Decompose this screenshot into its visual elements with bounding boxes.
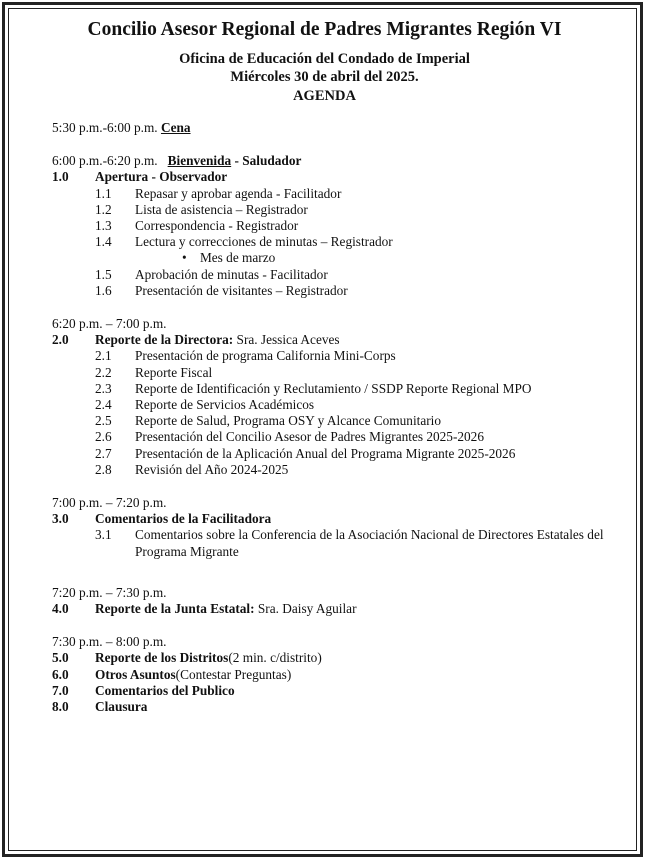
section-7-heading xyxy=(52,683,622,699)
item-text: Repasar y aprobar agenda - Facilitador xyxy=(135,185,342,201)
agenda-item xyxy=(52,381,622,397)
item-text: Presentación de la Aplicación Anual del Programa Migrante 2025-2026 xyxy=(135,445,516,461)
agenda-item xyxy=(52,186,622,202)
agenda-item xyxy=(52,267,622,283)
section-4-time: 7:20 p.m. – 7:30 p.m. xyxy=(52,584,167,600)
section-title: Reporte de la Directora: xyxy=(95,332,234,348)
section-person: Sra. Daisy Aguilar xyxy=(257,601,357,617)
section-number: 1.0 xyxy=(52,169,69,185)
agenda-item xyxy=(52,348,622,364)
section-title: Reporte de la Junta Estatal: xyxy=(95,601,255,617)
welcome-label: Bienvenida xyxy=(167,153,232,169)
section-title: Comentarios de la Facilitadora xyxy=(95,511,272,527)
document-title: Concilio Asesor Regional de Padres Migrantes Región VI xyxy=(87,19,562,40)
section-title: Apertura - Observador xyxy=(95,169,228,185)
item-number: 1.6 xyxy=(95,282,112,298)
section-number: 2.0 xyxy=(52,332,69,348)
section-title: Clausura xyxy=(95,699,148,715)
section-6-heading xyxy=(52,667,622,683)
meeting-date: Miércoles 30 de abril del 2025. xyxy=(230,69,419,85)
item-text: Reporte de Servicios Académicos xyxy=(135,397,315,413)
item-text: Reporte de Identificación y Reclutamiento / SSDP Reporte Regional MPO xyxy=(135,380,532,396)
item-number: 1.2 xyxy=(95,201,112,217)
welcome-role: - Saludador xyxy=(234,153,302,169)
item-number: 2.3 xyxy=(95,380,112,396)
section-person: Sra. Jessica Aceves xyxy=(236,332,340,348)
section-1-heading xyxy=(52,169,622,185)
agenda-item xyxy=(52,462,622,478)
agenda-item xyxy=(52,365,622,381)
dinner-line xyxy=(52,120,622,136)
agenda-item xyxy=(52,218,622,234)
section-number: 3.0 xyxy=(52,511,69,527)
bullet-item xyxy=(52,250,622,266)
item-number: 3.1 xyxy=(95,527,112,543)
item-text: Reporte Fiscal xyxy=(135,364,213,380)
section-5-heading xyxy=(52,650,622,666)
section-title: Otros Asuntos xyxy=(95,666,176,682)
agenda-item xyxy=(52,202,622,218)
item-number: 1.1 xyxy=(95,185,112,201)
section-3-time: 7:00 p.m. – 7:20 p.m. xyxy=(52,495,167,511)
agenda-item xyxy=(52,446,622,462)
agenda-item xyxy=(52,397,622,413)
section-8-heading xyxy=(52,699,622,715)
welcome-line xyxy=(52,153,622,169)
item-text: Comentarios sobre la Conferencia de la Asociación Nacional de Directores Estatales del Programa Migrante xyxy=(135,527,604,559)
agenda-body xyxy=(52,120,622,715)
bullet-icon: • xyxy=(182,250,187,266)
welcome-time: 6:00 p.m.-6:20 p.m. xyxy=(52,153,158,169)
agenda-item xyxy=(52,234,622,250)
dinner-time: 5:30 p.m.-6:00 p.m. xyxy=(52,120,158,135)
item-number: 2.5 xyxy=(95,413,112,429)
section-number: 4.0 xyxy=(52,601,69,617)
item-number: 2.8 xyxy=(95,461,112,477)
section-number: 5.0 xyxy=(52,650,69,666)
item-number: 2.1 xyxy=(95,348,112,364)
section-note: (2 min. c/distrito) xyxy=(228,650,322,666)
agenda-item xyxy=(52,283,622,299)
agenda-item xyxy=(52,429,622,445)
section-title: Reporte de los Distritos xyxy=(95,650,229,666)
item-number: 2.2 xyxy=(95,364,112,380)
item-text: Correspondencia - Registrador xyxy=(135,218,299,234)
bullet-text: Mes de marzo xyxy=(199,250,276,266)
section-2-heading xyxy=(52,332,622,348)
item-number: 2.6 xyxy=(95,429,112,445)
section-note: (Contestar Preguntas) xyxy=(175,666,292,682)
item-number: 2.4 xyxy=(95,397,112,413)
section-number: 7.0 xyxy=(52,682,69,698)
item-text: Lista de asistencia – Registrador xyxy=(135,201,308,217)
item-number: 2.7 xyxy=(95,445,112,461)
item-text: Aprobación de minutas - Facilitador xyxy=(135,266,328,282)
section-title: Comentarios del Publico xyxy=(95,682,235,698)
item-text: Reporte de Salud, Programa OSY y Alcance Comunitario xyxy=(135,413,442,429)
dinner-label: Cena xyxy=(160,120,191,135)
item-number: 1.3 xyxy=(95,218,112,234)
section-3-heading xyxy=(52,511,622,527)
agenda-item xyxy=(52,413,622,429)
section-number: 6.0 xyxy=(52,666,69,682)
item-text: Presentación del Concilio Asesor de Padres Migrantes 2025-2026 xyxy=(135,429,484,445)
item-number: 1.4 xyxy=(95,234,112,250)
item-text: Presentación de visitantes – Registrador xyxy=(135,282,348,298)
item-text: Revisión del Año 2024-2025 xyxy=(135,461,289,477)
agenda-heading: AGENDA xyxy=(293,88,356,104)
section-number: 8.0 xyxy=(52,699,69,715)
office-name: Oficina de Educación del Condado de Imperial xyxy=(179,51,470,67)
section-2-time: 6:20 p.m. – 7:00 p.m. xyxy=(52,316,167,332)
agenda-item xyxy=(52,527,622,559)
item-number: 1.5 xyxy=(95,266,112,282)
item-text: Presentación de programa California Mini-Corps xyxy=(135,348,396,364)
item-text: Lectura y correcciones de minutas – Registrador xyxy=(135,234,393,250)
closing-time: 7:30 p.m. – 8:00 p.m. xyxy=(52,634,167,650)
section-4-heading xyxy=(52,601,622,617)
